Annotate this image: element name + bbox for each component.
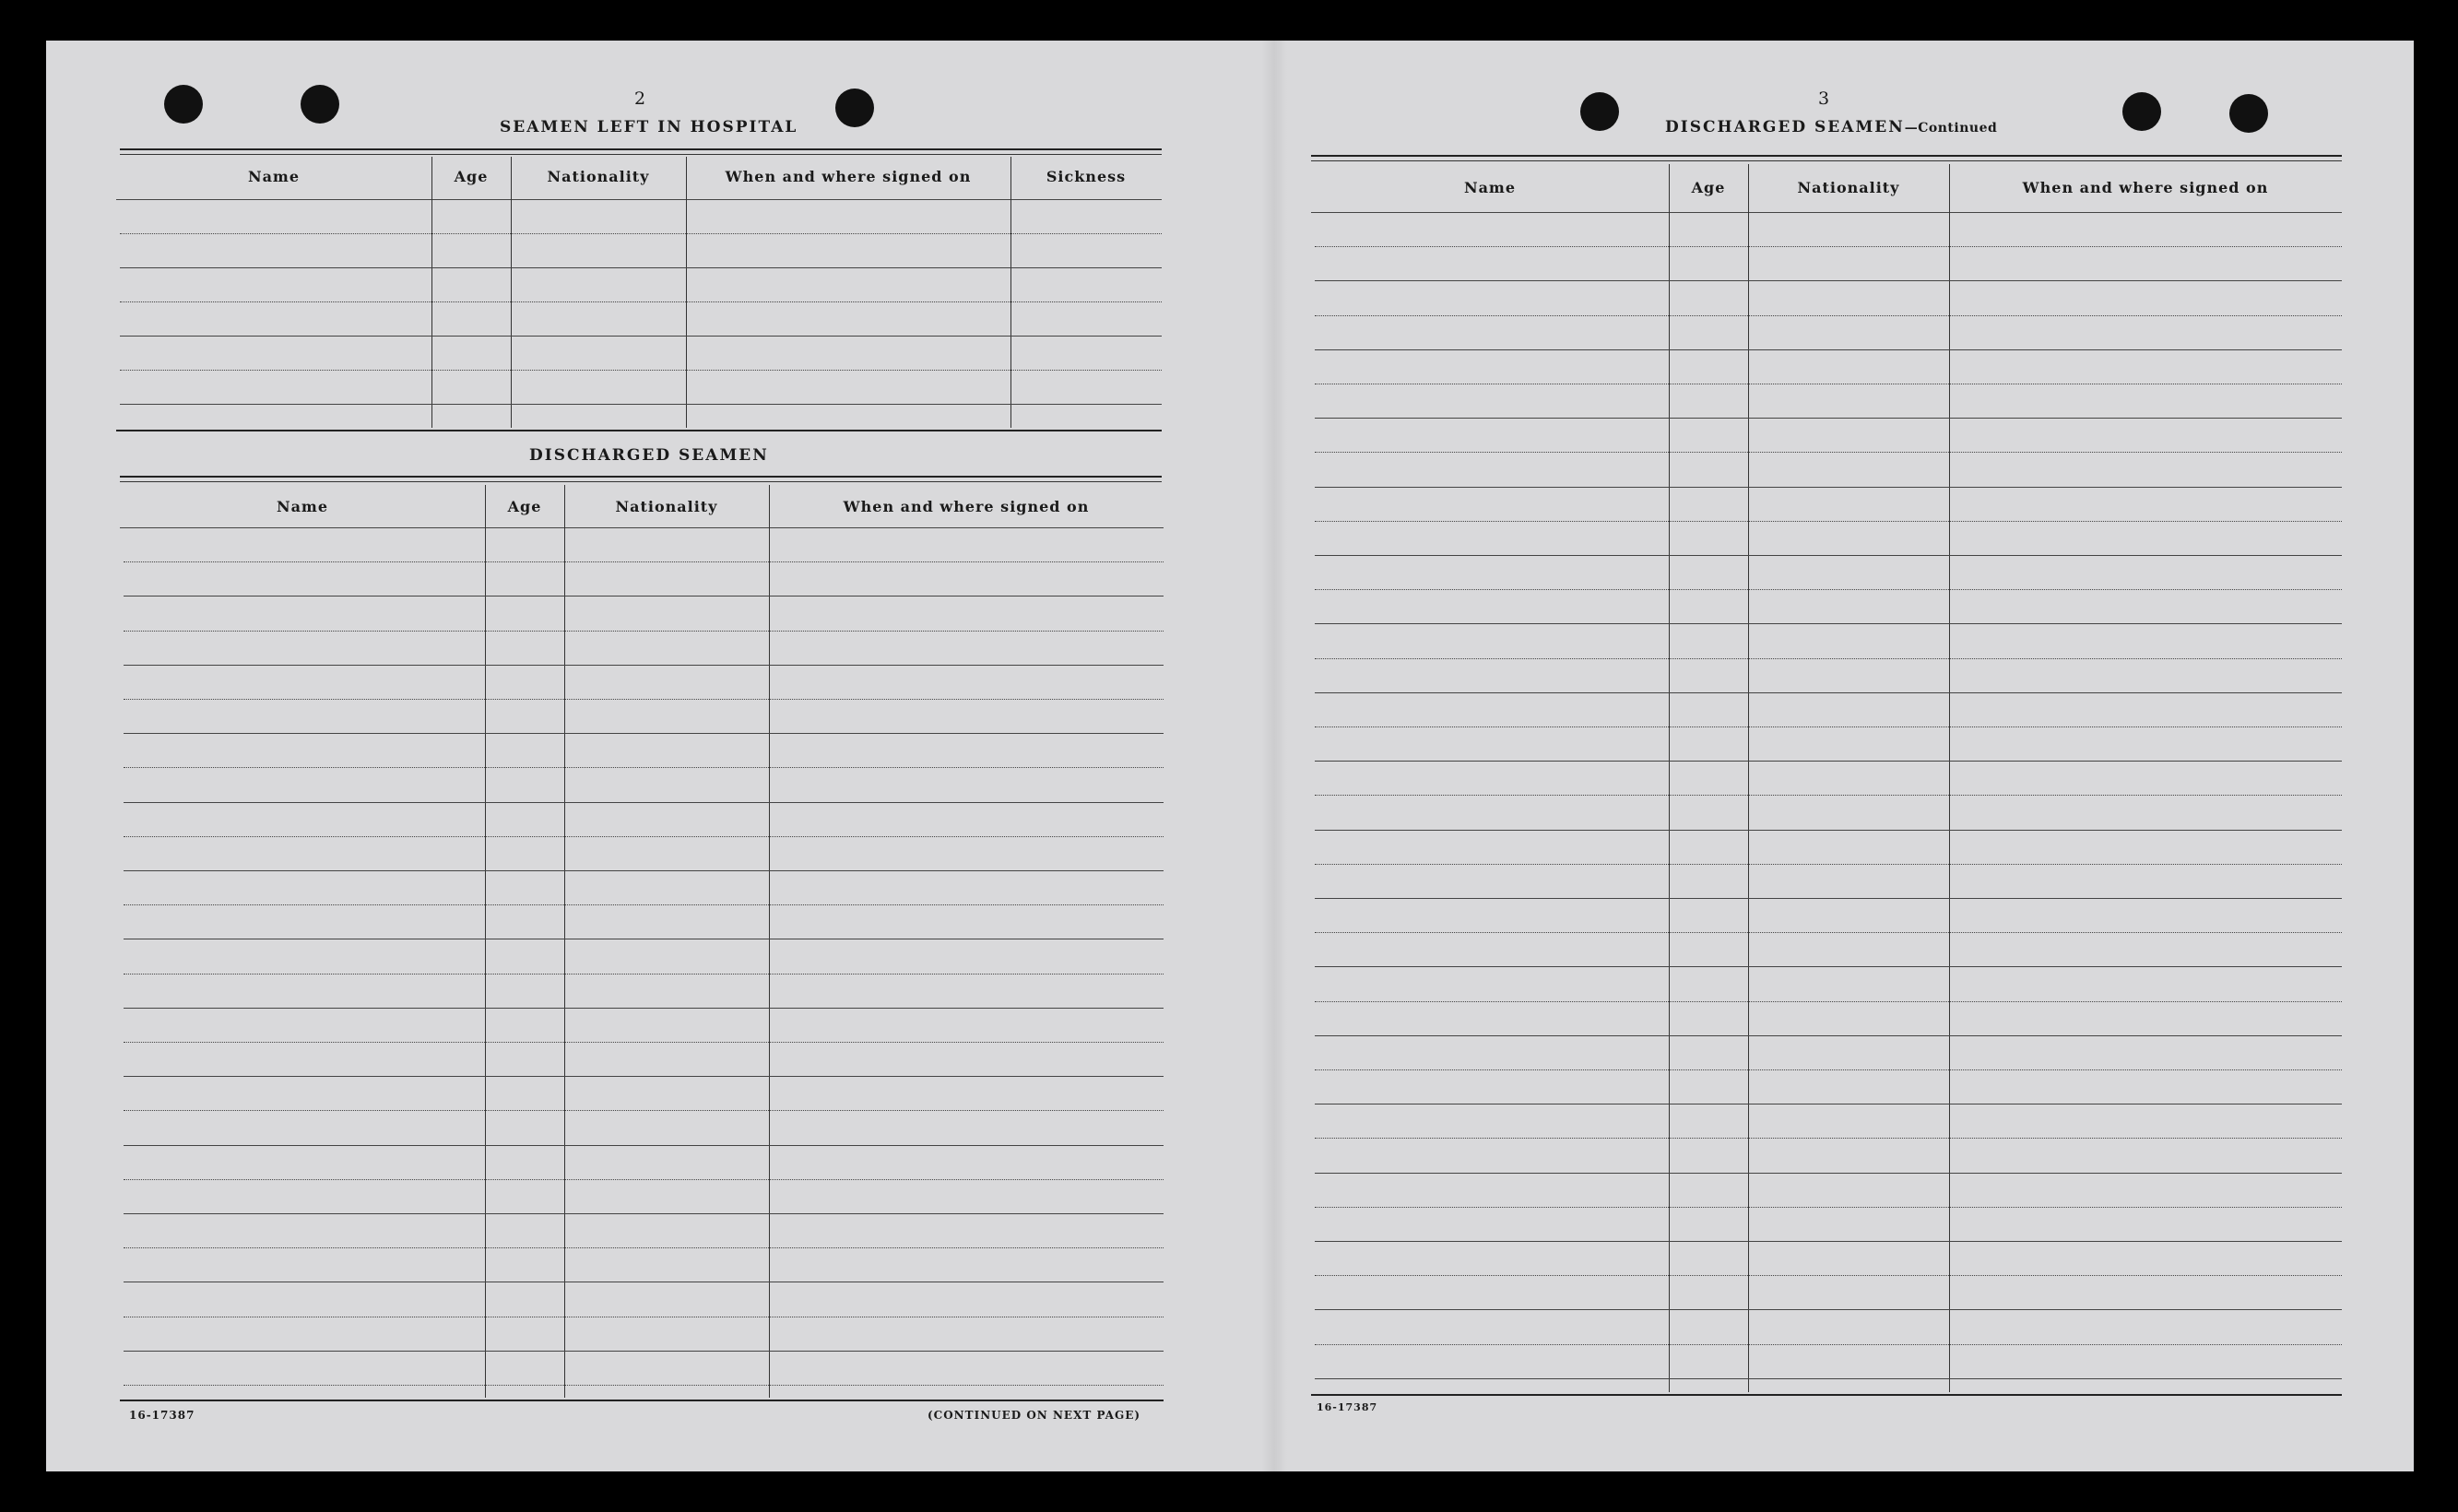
entry-row-line[interactable] (1315, 795, 2342, 796)
entry-row-line[interactable] (124, 802, 1164, 803)
page-fold (1261, 41, 1287, 1471)
entry-row-line[interactable] (1315, 349, 2342, 350)
entry-row-line[interactable] (124, 1145, 1164, 1146)
entry-row-line[interactable] (1315, 864, 2342, 865)
punch-hole (2229, 94, 2268, 133)
entry-row-line[interactable] (124, 870, 1164, 871)
column-header: Age (1691, 179, 1726, 196)
header-underline (116, 199, 1162, 200)
column-divider (1669, 164, 1670, 1392)
entry-row-line[interactable] (124, 733, 1164, 734)
entry-row-line[interactable] (1315, 623, 2342, 624)
header-rule (120, 481, 1162, 482)
entry-row-line[interactable] (1315, 1001, 2342, 1002)
entry-row-line[interactable] (1315, 1241, 2342, 1242)
entry-row-line[interactable] (1315, 521, 2342, 522)
entry-row-line[interactable] (1315, 830, 2342, 831)
column-divider (686, 157, 687, 428)
entry-row-line[interactable] (124, 1179, 1164, 1180)
entry-row-line[interactable] (124, 631, 1164, 632)
column-header: Nationality (615, 498, 718, 515)
entry-row-line[interactable] (1315, 1207, 2342, 1208)
header-rule (1311, 160, 2342, 161)
entry-row-line[interactable] (124, 836, 1164, 837)
section-title-discharged: DISCHARGED SEAMEN (529, 446, 769, 465)
form-number: 16-17387 (129, 1409, 195, 1422)
entry-row-line[interactable] (1315, 1138, 2342, 1139)
entry-row-line[interactable] (124, 665, 1164, 666)
header-rule (1311, 155, 2342, 157)
entry-row-line[interactable] (1315, 1173, 2342, 1174)
continued-note: (CONTINUED ON NEXT PAGE) (928, 1409, 1141, 1422)
column-header: Age (507, 498, 542, 515)
entry-row-line[interactable] (1315, 315, 2342, 316)
entry-row-line[interactable] (1315, 932, 2342, 933)
entry-row-line[interactable] (1315, 761, 2342, 762)
table-bottom-rule (120, 1400, 1164, 1401)
entry-row-line[interactable] (1315, 966, 2342, 967)
entry-row-line[interactable] (1315, 246, 2342, 247)
entry-row-line[interactable] (120, 336, 1162, 337)
entry-row-line[interactable] (124, 1351, 1164, 1352)
entry-row-line[interactable] (124, 1110, 1164, 1111)
entry-row-line[interactable] (1315, 726, 2342, 727)
entry-row-line[interactable] (1315, 1275, 2342, 1276)
column-header: Nationality (1797, 179, 1900, 196)
column-divider (1010, 157, 1011, 428)
entry-row-line[interactable] (1315, 898, 2342, 899)
entry-row-line[interactable] (1315, 418, 2342, 419)
entry-row-line[interactable] (1315, 1035, 2342, 1036)
entry-row-line[interactable] (1315, 658, 2342, 659)
entry-row-line[interactable] (124, 1008, 1164, 1009)
entry-row-line[interactable] (120, 233, 1162, 234)
entry-row-line[interactable] (1315, 1378, 2342, 1379)
punch-hole (1580, 92, 1619, 131)
column-header: Name (247, 168, 301, 185)
column-header: Age (454, 168, 489, 185)
entry-row-line[interactable] (1315, 1069, 2342, 1070)
entry-row-line[interactable] (120, 267, 1162, 268)
column-divider (431, 157, 432, 428)
title-suffix: —Continued (1904, 121, 1998, 136)
entry-row-line[interactable] (1315, 452, 2342, 453)
entry-row-line[interactable] (1315, 1344, 2342, 1345)
title-text: DISCHARGED SEAMEN (1665, 118, 1905, 136)
column-divider (1949, 164, 1950, 1392)
entry-row-line[interactable] (124, 1247, 1164, 1248)
section-title-continued (1665, 118, 1997, 136)
page-number: 2 (634, 89, 646, 109)
column-header: When and where signed on (843, 498, 1090, 515)
entry-row-line[interactable] (1315, 589, 2342, 590)
entry-row-line[interactable] (1315, 280, 2342, 281)
entry-row-line[interactable] (124, 974, 1164, 975)
section-title-hospital: SEAMEN LEFT IN HOSPITAL (500, 118, 798, 136)
column-header: Nationality (547, 168, 650, 185)
column-divider (511, 157, 512, 428)
entry-row-line[interactable] (1315, 692, 2342, 693)
entry-row-line[interactable] (1315, 487, 2342, 488)
entry-row-line[interactable] (120, 370, 1162, 371)
punch-hole (835, 89, 874, 127)
form-number: 16-17387 (1317, 1401, 1378, 1413)
entry-row-line[interactable] (124, 1076, 1164, 1077)
entry-row-line[interactable] (124, 561, 1164, 562)
punch-hole (2122, 92, 2161, 131)
entry-row-line[interactable] (120, 404, 1162, 405)
column-divider (485, 485, 486, 1398)
column-divider (769, 485, 770, 1398)
entry-row-line[interactable] (124, 699, 1164, 700)
column-header: Name (1463, 179, 1517, 196)
column-divider (1748, 164, 1749, 1392)
entry-row-line[interactable] (120, 301, 1162, 302)
header-rule (120, 148, 1162, 150)
table-bottom-rule (116, 430, 1162, 431)
punch-hole (164, 85, 203, 124)
entry-row-line[interactable] (124, 1042, 1164, 1043)
header-underline (1311, 212, 2342, 213)
document-sheet (46, 41, 2414, 1471)
column-header: When and where signed on (725, 168, 972, 185)
header-rule (120, 476, 1162, 478)
entry-row-line[interactable] (124, 767, 1164, 768)
header-rule (120, 154, 1162, 155)
header-underline (120, 527, 1164, 528)
entry-row-line[interactable] (124, 1213, 1164, 1214)
entry-row-line[interactable] (124, 596, 1164, 597)
column-header: When and where signed on (2022, 179, 2269, 196)
page-number: 3 (1818, 89, 1830, 109)
entry-row-line[interactable] (124, 904, 1164, 905)
entry-row-line[interactable] (1315, 555, 2342, 556)
entry-row-line[interactable] (124, 1385, 1164, 1386)
entry-row-line[interactable] (1315, 1309, 2342, 1310)
column-header: Sickness (1046, 168, 1127, 185)
column-header: Name (276, 498, 329, 515)
table-bottom-rule (1311, 1394, 2342, 1396)
column-divider (564, 485, 565, 1398)
punch-hole (301, 85, 339, 124)
